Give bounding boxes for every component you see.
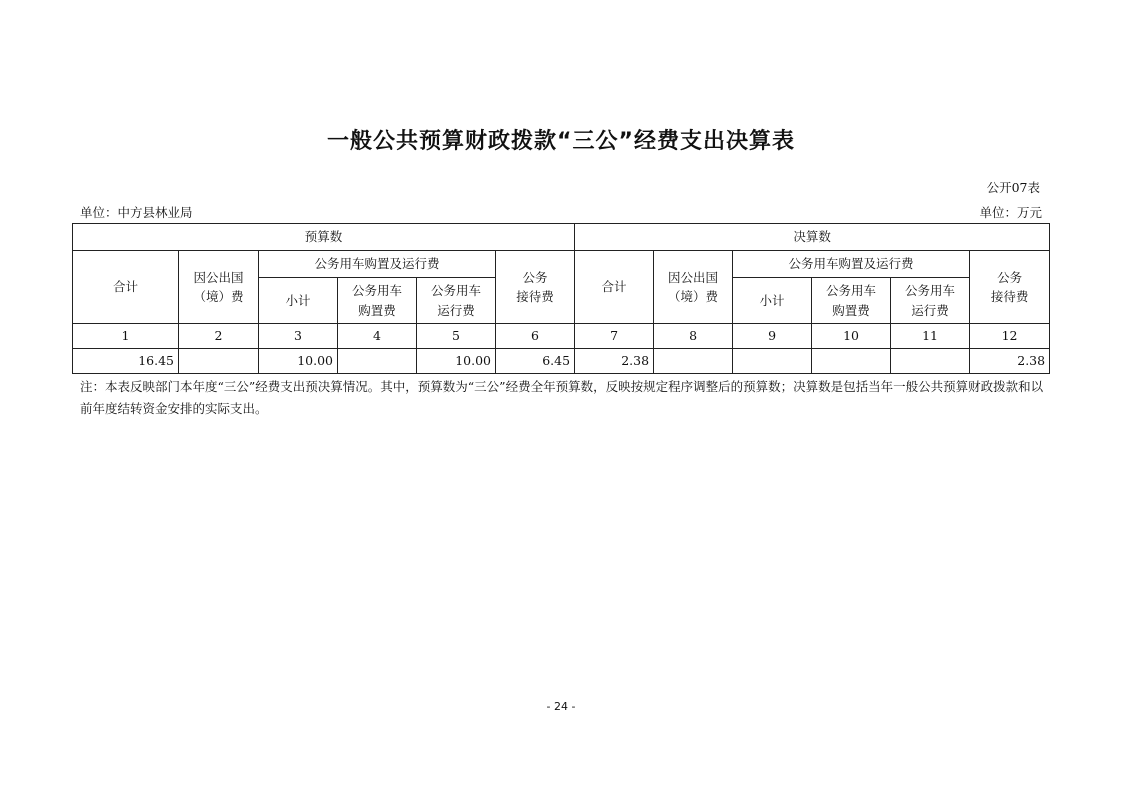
final-car-run-line1: 公务用车 xyxy=(905,283,956,299)
final-reception-header-line1: 公务 xyxy=(997,269,1023,285)
budget-subtotal-header: 小计 xyxy=(259,278,338,324)
value-cell xyxy=(338,349,417,374)
index-cell: 6 xyxy=(496,324,575,349)
value-cell xyxy=(891,349,970,374)
index-cell: 4 xyxy=(338,324,417,349)
final-abroad-header-line2: （境）费 xyxy=(668,289,719,304)
group-header-row xyxy=(73,224,1050,251)
index-cell: 12 xyxy=(970,324,1050,349)
value-cell: 10.00 xyxy=(417,349,496,374)
final-car-run-line2: 运行费 xyxy=(911,302,949,318)
value-cell: 2.38 xyxy=(970,349,1050,374)
final-total-header: 合计 xyxy=(575,251,654,324)
budget-reception-header-line2: 接待费 xyxy=(516,289,554,304)
budget-total-header: 合计 xyxy=(73,251,179,324)
budget-car-run-header xyxy=(417,278,496,324)
budget-group-header: 预算数 xyxy=(73,224,575,251)
form-code: 公开07表 xyxy=(986,180,1040,195)
page-title: 一般公共预算财政拨款“三公”经费支出决算表 xyxy=(327,129,795,154)
final-abroad-header xyxy=(654,251,733,324)
unit-currency: 单位：万元 xyxy=(979,205,1042,220)
final-reception-header xyxy=(970,251,1050,324)
index-cell: 11 xyxy=(891,324,970,349)
table-note: 注：本表反映部门本年度“三公”经费支出预决算情况。其中，预算数为“三公”经费全年预算数，反映按规定程序调整后的预算数；决算数是包括当年一般公共预算财政拨款和以前年度结转资金安排的实际支出。 xyxy=(80,379,1044,416)
value-cell: 10.00 xyxy=(259,349,338,374)
budget-car-run-line1: 公务用车 xyxy=(430,283,481,299)
final-car-run-header xyxy=(891,278,970,324)
index-cell: 8 xyxy=(654,324,733,349)
value-cell: 2.38 xyxy=(575,349,654,374)
column-header-row xyxy=(73,251,1050,278)
final-car-buy-header xyxy=(812,278,891,324)
index-row xyxy=(73,324,1050,349)
value-cell xyxy=(733,349,812,374)
budget-car-buy-line2: 购置费 xyxy=(358,302,396,318)
index-cell: 3 xyxy=(259,324,338,349)
final-car-group-header: 公务用车购置及运行费 xyxy=(733,251,970,278)
budget-car-group-header: 公务用车购置及运行费 xyxy=(259,251,496,278)
final-group-header: 决算数 xyxy=(575,224,1050,251)
final-subtotal-header: 小计 xyxy=(733,278,812,324)
final-car-buy-line2: 购置费 xyxy=(832,302,870,318)
budget-car-buy-header xyxy=(338,278,417,324)
budget-abroad-header-line2: （境）费 xyxy=(193,289,244,304)
page-number: - 24 - xyxy=(546,700,576,713)
index-cell: 9 xyxy=(733,324,812,349)
final-reception-header-line2: 接待费 xyxy=(990,289,1029,304)
budget-abroad-header xyxy=(179,251,259,324)
budget-abroad-header-line1: 因公出国 xyxy=(193,269,244,285)
index-cell: 10 xyxy=(812,324,891,349)
value-cell xyxy=(812,349,891,374)
value-cell: 6.45 xyxy=(496,349,575,374)
value-cell xyxy=(179,349,259,374)
budget-reception-header xyxy=(496,251,575,324)
final-car-buy-line1: 公务用车 xyxy=(826,283,877,299)
index-cell: 7 xyxy=(575,324,654,349)
budget-reception-header-line1: 公务 xyxy=(522,269,548,285)
index-cell: 5 xyxy=(417,324,496,349)
budget-car-buy-line1: 公务用车 xyxy=(351,283,402,299)
budget-car-run-line2: 运行费 xyxy=(437,302,475,318)
final-abroad-header-line1: 因公出国 xyxy=(668,269,719,285)
index-cell: 1 xyxy=(73,324,179,349)
value-cell: 16.45 xyxy=(73,349,179,374)
value-row xyxy=(73,349,1050,374)
unit-organization: 单位：中方县林业局 xyxy=(80,205,193,220)
value-cell xyxy=(654,349,733,374)
index-cell: 2 xyxy=(179,324,259,349)
three-public-expenses-table xyxy=(72,223,1050,374)
